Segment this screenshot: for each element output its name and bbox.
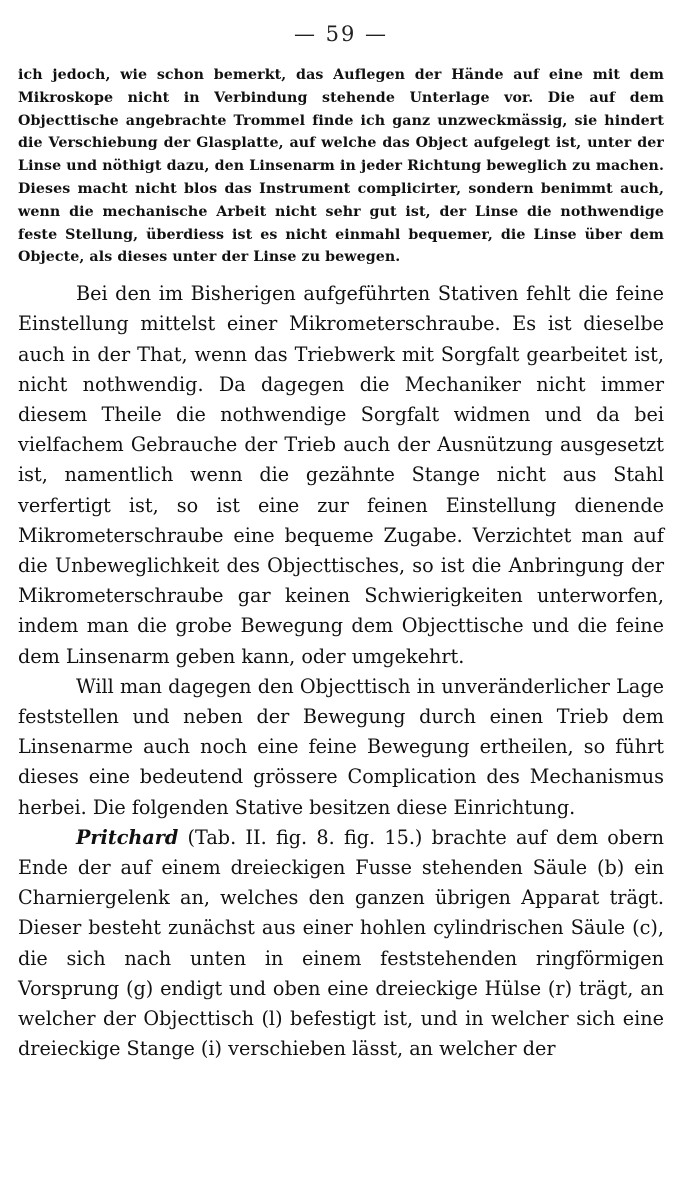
page-number: — 59 — [293, 22, 389, 46]
author-name: Pritchard [76, 825, 179, 849]
paragraph-pritchard-text: (Tab. II. fig. 8. fig. 15.) brachte auf dem obern Ende der auf einem dreieckigen Fusse stehenden Säule (b) ein Charniergelenk an, welches den ganzen übrigen Apparat trägt. Dieser besteht zunächst aus einer hohlen cylindrischen Säule (c), die sich nach unten in einem feststehenden ringförmigen Vorsprung (g) endigt und oben eine dreieckige Hülse (r) trägt, an welcher der Objecttisch (l) befestigt ist, und in welcher sich eine dreieckige Stange (i) verschieben lässt, an welcher der [18, 825, 664, 1061]
paragraph-fixed-stage: Will man dagegen den Objecttisch in unveränderlicher Lage feststellen und neben der Bewegung durch einen Trieb dem Linsenarme auch noch eine feine Bewegung ertheilen, so führt dieses eine bedeutend grössere Complication des Mechanismus herbei. Die folgenden Stative besitzen diese Einrichtung. [18, 674, 664, 819]
paragraph-pritchard [18, 823, 664, 1065]
intro-paragraph: ich jedoch, wie schon bemerkt, das Auflegen der Hände auf eine mit dem Mikroskope nicht in Verbindung stehende Unterlage vor. Die auf dem Objecttische angebrachte Trommel finde ich ganz unzweckmässig, sie hindert die Verschiebung der Glasplatte, auf welche das Object aufgelegt ist, unter der Linse und nöthigt dazu, den Linsenarm in jeder Richtung beweglich zu machen. Dieses macht nicht blos das Instrument complicirter, sondern benimmt auch, wenn die mechanische Arbeit nicht sehr gut ist, der Linse die nothwendige feste Stellung, überdiess ist es nicht einmahl bequemer, die Linse über dem Objecte, als dieses unter der Linse zu bewegen. [18, 67, 664, 266]
main-text [18, 279, 664, 1064]
paragraph-microscope-screw: Bei den im Bisherigen aufgeführten Stativen fehlt die feine Einstellung mittelst einer Mikrometerschraube. Es ist dieselbe auch in der That, wenn das Triebwerk mit Sorgfalt gearbeitet ist, nicht nothwendig. Da dagegen die Mechaniker nicht immer diesem Theile die nothwendige Sorgfalt widmen und da bei vielfachem Gebrauche der Trieb auch der Ausnützung ausgesetzt ist, namentlich wenn die gezähnte Stange nicht aus Stahl verfertigt ist, so ist eine zur feinen Einstellung dienende Mikrometerschraube eine bequeme Zugabe. Verzichtet man auf die Unbeweglichkeit des Objecttisches, so ist die Anbringung der Mikrometerschraube gar keinen Schwierigkeiten unterworfen, indem man die grobe Bewegung dem Objecttische und die feine dem Linsenarm geben kann, oder umgekehrt. [18, 282, 664, 668]
book-page [18, 14, 664, 1064]
